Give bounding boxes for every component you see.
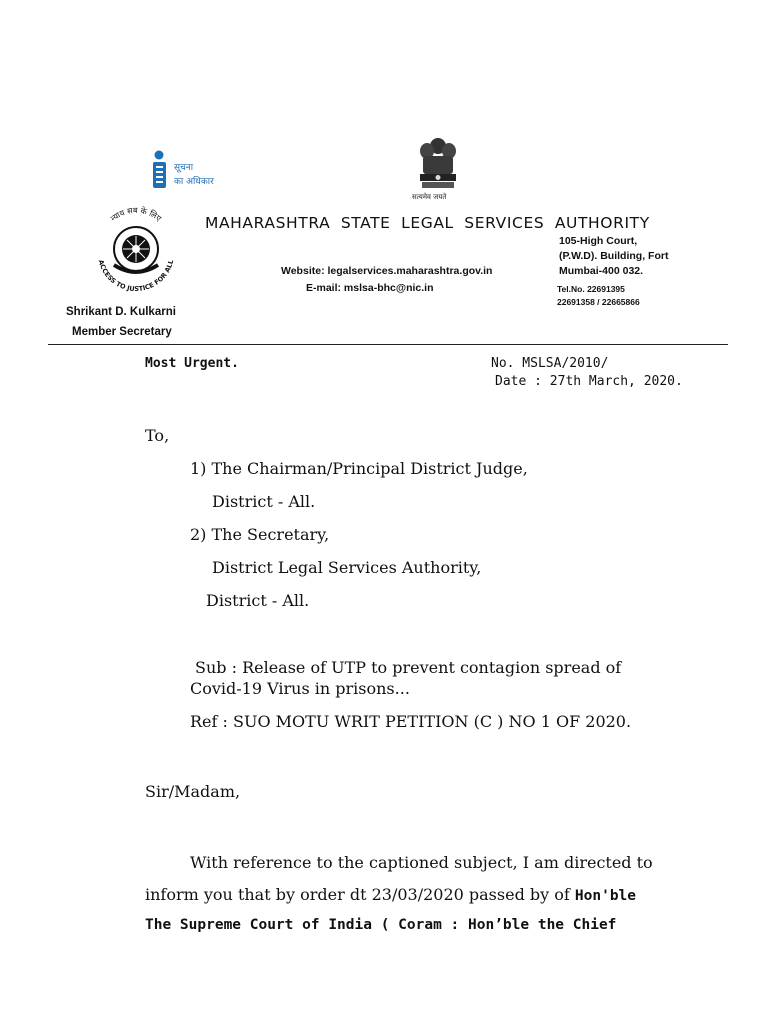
- telephone-line-1: Tel.No. 22691395: [557, 284, 625, 294]
- letterhead-divider: [48, 344, 728, 345]
- addressee-line-3: 2) The Secretary,: [190, 525, 330, 544]
- officer-name: Shrikant D. Kulkarni: [66, 306, 176, 318]
- national-emblem-icon: [413, 134, 463, 198]
- reference-line: Ref : SUO MOTU WRIT PETITION (C ) NO 1 OF 2020.: [190, 712, 632, 731]
- seal-text-english: ACCESS TO JUSTICE FOR ALL: [96, 258, 176, 294]
- addressee-line-5: District - All.: [206, 591, 310, 610]
- paragraph-line-3: The Supreme Court of India ( Coram : Hon’ble the Chief: [145, 917, 617, 933]
- addressee-line-1: 1) The Chairman/Principal District Judge,: [190, 459, 528, 478]
- svg-text:ACCESS TO JUSTICE FOR ALL: [97, 259, 175, 293]
- addressee-line-4: District Legal Services Authority,: [212, 558, 482, 577]
- address-line-2: (P.W.D). Building, Fort: [559, 250, 669, 262]
- website: Website: legalservices.maharashtra.gov.in: [281, 265, 493, 277]
- reference-number: No. MSLSA/2010/: [491, 356, 609, 371]
- paragraph-line-2-text: inform you that by order dt 23/03/2020 passed by of: [145, 885, 575, 904]
- subject-line-1: Sub : Release of UTP to prevent contagion spread of: [195, 658, 622, 677]
- address-line-1: 105-High Court,: [559, 235, 638, 247]
- to-label: To,: [145, 426, 170, 445]
- svg-text:न्याय सब के लिए: [109, 205, 164, 223]
- officer-title: Member Secretary: [72, 326, 172, 338]
- rti-logo-text-1: सूचना: [174, 163, 194, 173]
- salutation: Sir/Madam,: [145, 782, 241, 801]
- email: E-mail: mslsa-bhc@nic.in: [306, 282, 434, 294]
- address-line-3: Mumbai-400 032.: [559, 265, 644, 277]
- addressee-line-2: District - All.: [212, 492, 316, 511]
- paragraph-line-2: [145, 885, 636, 904]
- rti-logo: [150, 150, 240, 194]
- rti-logo-text-2: का अधिकार: [174, 177, 214, 187]
- letter-date: Date : 27th March, 2020.: [495, 374, 683, 389]
- rti-figure-icon: [150, 150, 172, 194]
- nalsa-seal: [86, 205, 186, 295]
- authority-name: MAHARASHTRA STATE LEGAL SERVICES AUTHORITY: [205, 214, 650, 232]
- emblem-motto: सत्यमेव जयते: [412, 193, 447, 201]
- paragraph-line-2-bold: Hon'ble: [574, 888, 637, 904]
- telephone-line-2: 22691358 / 22665866: [557, 297, 640, 307]
- subject-line-2: Covid-19 Virus in prisons...: [190, 679, 410, 698]
- paragraph-line-1: With reference to the captioned subject, I am directed to: [190, 853, 653, 872]
- priority-label: Most Urgent.: [145, 356, 239, 371]
- seal-text-hindi: न्याय सब के लिए: [108, 205, 163, 224]
